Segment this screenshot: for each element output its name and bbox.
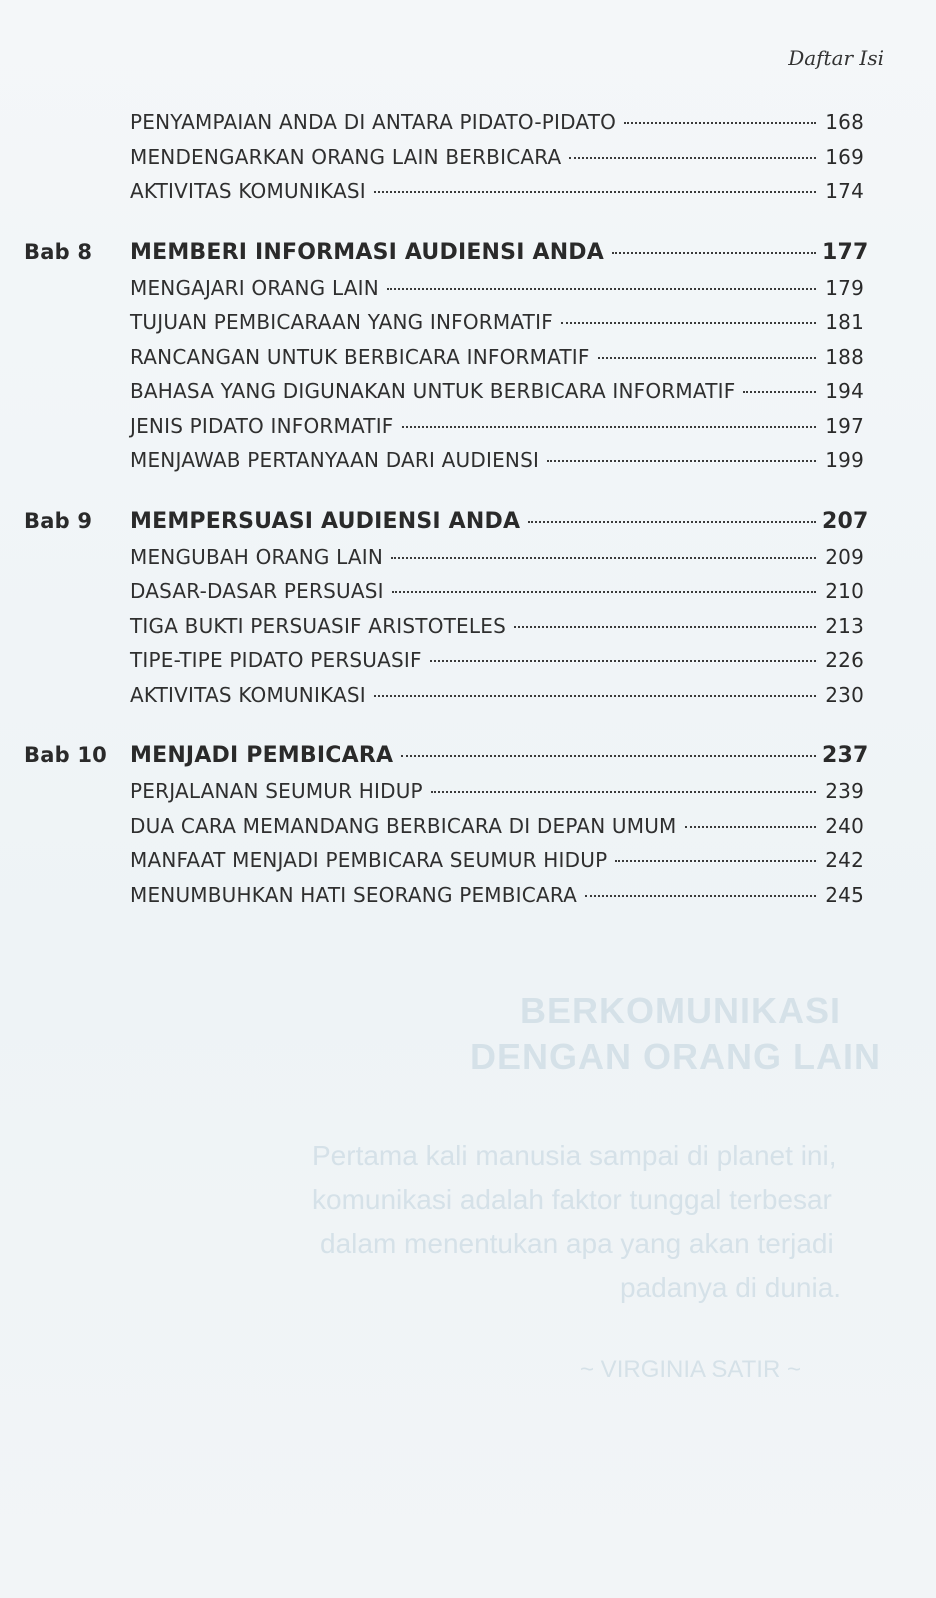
chapter-heading bbox=[24, 239, 869, 276]
toc-entry bbox=[24, 848, 864, 883]
toc-entry-title: PENYAMPAIAN ANDA DI ANTARA PIDATO-PIDATO bbox=[130, 110, 617, 134]
chapter-number: Bab 8 bbox=[24, 239, 93, 264]
toc-entry-page: 240 bbox=[825, 813, 864, 838]
toc-entry-title: MENGUBAH ORANG LAIN bbox=[130, 544, 384, 569]
toc-entry-title: MENJAWAB PERTANYAAN DARI AUDIENSI bbox=[130, 448, 540, 472]
chapter-page: 207 bbox=[822, 508, 869, 534]
dot-leader bbox=[547, 460, 816, 462]
toc-entry-page: 245 bbox=[825, 882, 864, 907]
dot-leader bbox=[624, 122, 816, 124]
toc-entry-title: PERJALANAN SEUMUR HIDUP bbox=[130, 779, 423, 803]
toc-entry-page: 213 bbox=[825, 613, 864, 638]
dot-leader bbox=[569, 157, 816, 159]
toc-entry bbox=[24, 179, 864, 214]
toc-entry bbox=[24, 883, 864, 918]
show-through-quote-3: dalam menentukan apa yang akan terjadi bbox=[320, 1228, 834, 1259]
dot-leader bbox=[528, 521, 816, 523]
dot-leader bbox=[585, 895, 816, 897]
dot-leader bbox=[392, 591, 816, 593]
toc-entry bbox=[24, 379, 864, 414]
dot-leader bbox=[561, 322, 816, 324]
dot-leader bbox=[387, 288, 816, 290]
toc-entry-page: 174 bbox=[825, 179, 864, 203]
toc-entry-title: MENGAJARI ORANG LAIN bbox=[130, 275, 379, 300]
dot-leader bbox=[615, 860, 816, 862]
show-through-attribution: ~ VIRGINIA SATIR ~ bbox=[580, 1356, 801, 1383]
toc-entry-page: 199 bbox=[825, 448, 864, 472]
toc-entry-title: AKTIVITAS KOMUNIKASI bbox=[130, 682, 366, 707]
dot-leader bbox=[401, 755, 816, 757]
toc-entry bbox=[24, 579, 864, 614]
toc-entry bbox=[24, 683, 864, 718]
toc-entry-title: RANCANGAN UNTUK BERBICARA INFORMATIF bbox=[130, 344, 590, 369]
show-through-heading-2: DENGAN ORANG LAIN bbox=[470, 1036, 881, 1077]
toc-entry-title: AKTIVITAS KOMUNIKASI bbox=[130, 179, 366, 203]
toc-entry-page: 188 bbox=[825, 344, 864, 369]
toc-entry-title: TIPE-TIPE PIDATO PERSUASIF bbox=[130, 648, 422, 672]
toc-entry bbox=[24, 110, 864, 145]
toc-entry-page: 169 bbox=[825, 144, 864, 169]
dot-leader bbox=[374, 695, 816, 697]
toc-entry bbox=[24, 310, 864, 345]
toc-entry bbox=[24, 545, 864, 580]
show-through-quote-1: Pertama kali manusia sampai di planet ini, bbox=[312, 1140, 837, 1171]
toc-entry-title: DASAR-DASAR PERSUASI bbox=[130, 579, 384, 603]
toc-entry bbox=[24, 814, 864, 849]
toc-entry bbox=[24, 276, 864, 311]
toc-entry-page: 226 bbox=[825, 648, 864, 672]
toc-entry bbox=[24, 145, 864, 180]
toc-entry bbox=[24, 448, 864, 483]
toc-entry-title: TUJUAN PEMBICARAAN YANG INFORMATIF bbox=[130, 310, 553, 334]
toc-entry-title: JENIS PIDATO INFORMATIF bbox=[130, 413, 394, 438]
running-head: Daftar Isi bbox=[788, 46, 884, 70]
toc-entry bbox=[24, 345, 864, 380]
toc-entry-page: 168 bbox=[825, 110, 864, 134]
toc-entry-page: 179 bbox=[825, 275, 864, 300]
toc-entry-title: MENDENGARKAN ORANG LAIN BERBICARA bbox=[130, 144, 562, 169]
toc-entry-title: MANFAAT MENJADI PEMBICARA SEUMUR HIDUP bbox=[130, 848, 608, 872]
dot-leader bbox=[743, 391, 816, 393]
chapter-number: Bab 10 bbox=[24, 743, 107, 767]
toc-entry-page: 239 bbox=[825, 779, 864, 803]
toc-entry-title: BAHASA YANG DIGUNAKAN UNTUK BERBICARA INFORMATIF bbox=[130, 379, 736, 403]
toc-entry-page: 209 bbox=[825, 544, 864, 569]
dot-leader bbox=[430, 660, 816, 662]
dot-leader bbox=[374, 191, 816, 193]
dot-leader bbox=[391, 557, 816, 559]
toc-entry-page: 181 bbox=[825, 310, 864, 334]
dot-leader bbox=[612, 252, 816, 254]
toc-entry-page: 197 bbox=[825, 413, 864, 438]
chapter-heading bbox=[24, 508, 869, 545]
chapter-title: MENJADI PEMBICARA bbox=[130, 743, 394, 768]
toc-entry bbox=[24, 614, 864, 649]
toc-entry-title: TIGA BUKTI PERSUASIF ARISTOTELES bbox=[130, 613, 506, 638]
toc-entry bbox=[24, 414, 864, 449]
dot-leader bbox=[431, 791, 816, 793]
show-through-quote-4: padanya di dunia. bbox=[620, 1272, 842, 1303]
chapter-page: 237 bbox=[822, 743, 869, 768]
chapter-title: MEMBERI INFORMASI AUDIENSI ANDA bbox=[130, 239, 604, 265]
show-through-quote-2: komunikasi adalah faktor tunggal terbesar bbox=[312, 1184, 832, 1215]
dot-leader bbox=[514, 626, 816, 628]
toc-entry-title: DUA CARA MEMANDANG BERBICARA DI DEPAN UMUM bbox=[130, 813, 677, 838]
chapter-number: Bab 9 bbox=[24, 508, 93, 533]
toc-entry-page: 242 bbox=[825, 848, 864, 872]
table-of-contents bbox=[24, 110, 869, 917]
dot-leader bbox=[598, 357, 816, 359]
dot-leader bbox=[685, 826, 817, 828]
dot-leader bbox=[402, 426, 816, 428]
chapter-heading bbox=[24, 743, 869, 779]
toc-entry-title: MENUMBUHKAN HATI SEORANG PEMBICARA bbox=[130, 882, 577, 907]
chapter-title: MEMPERSUASI AUDIENSI ANDA bbox=[130, 508, 521, 534]
toc-entry bbox=[24, 779, 864, 814]
toc-entry-page: 194 bbox=[825, 379, 864, 403]
toc-entry bbox=[24, 648, 864, 683]
toc-entry-page: 210 bbox=[825, 579, 864, 603]
toc-entry-page: 230 bbox=[825, 682, 864, 707]
show-through-heading-1: BERKOMUNIKASI bbox=[520, 990, 842, 1031]
chapter-page: 177 bbox=[822, 239, 869, 265]
